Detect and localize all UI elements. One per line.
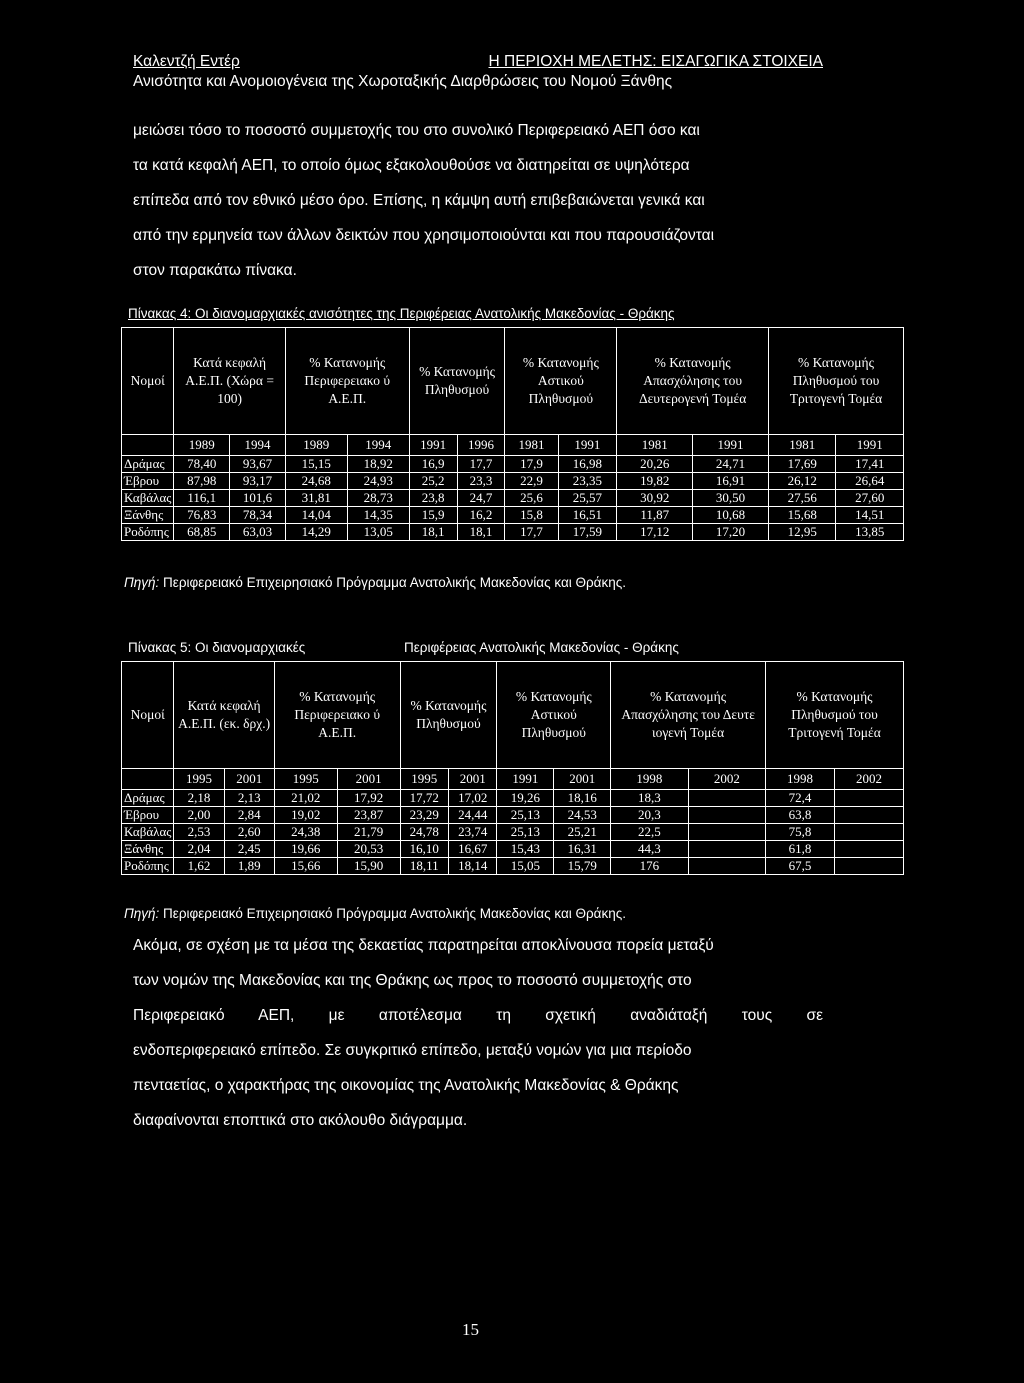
value-cell: 116,1 (174, 490, 230, 507)
value-cell: 14,35 (347, 507, 409, 524)
value-cell: 16,9 (409, 456, 457, 473)
page-number: 15 (462, 1320, 479, 1339)
source-text: Περιφερειακό Επιχειρησιακό Πρόγραμμα Ανατολικής Μακεδονίας και Θράκης. (163, 575, 627, 590)
source-text: Περιφερειακό Επιχειρησιακό Πρόγραμμα Ανατολικής Μακεδονίας και Θράκης. (163, 906, 627, 921)
value-cell: 75,8 (766, 824, 835, 841)
year-cell: 1981 (617, 435, 693, 456)
table4-year-row (122, 435, 904, 456)
value-cell: 1,89 (224, 858, 274, 875)
year-cell: 2001 (554, 769, 611, 790)
value-cell: 68,85 (174, 524, 230, 541)
table-row (122, 490, 904, 507)
header-cell: % Κατανομής Αστικού Πληθυσμού (497, 662, 611, 769)
header-cell: % Κατανομής Απασχόλησης του Δευτερογενή Τομέα (617, 328, 769, 435)
value-cell: 28,73 (347, 490, 409, 507)
value-cell: 10,68 (693, 507, 769, 524)
value-cell: 16,2 (457, 507, 505, 524)
value-cell: 2,00 (174, 807, 224, 824)
value-cell: 24,7 (457, 490, 505, 507)
prefecture-name-cell: Έβρου (122, 473, 174, 490)
value-cell: 78,40 (174, 456, 230, 473)
value-cell: 93,17 (230, 473, 286, 490)
intro-paragraph (133, 113, 823, 288)
prefecture-name-cell: Ξάνθης (122, 841, 174, 858)
value-cell: 31,81 (285, 490, 347, 507)
year-cell: 1981 (505, 435, 558, 456)
table-row (122, 807, 904, 824)
value-cell: 19,82 (617, 473, 693, 490)
year-cell: 1991 (836, 435, 904, 456)
value-cell: 17,12 (617, 524, 693, 541)
value-cell: 17,41 (836, 456, 904, 473)
value-cell: 101,6 (230, 490, 286, 507)
value-cell: 14,51 (836, 507, 904, 524)
table5 (121, 661, 904, 875)
header-cell: % Κατανομής Πληθυσμού του Τριτογενή Τομέα (768, 328, 903, 435)
outro-line: Ακόμα, σε σχέση με τα μέσα της δεκαετίας παρατηρείται αποκλίνουσα πορεία μεταξύ (133, 937, 714, 954)
value-cell: 24,78 (400, 824, 448, 841)
value-cell: 26,64 (836, 473, 904, 490)
value-cell: 22,5 (611, 824, 688, 841)
year-cell: 1989 (285, 435, 347, 456)
year-cell: 1994 (230, 435, 286, 456)
value-cell: 18,3 (611, 790, 688, 807)
year-cell: 1994 (347, 435, 409, 456)
value-cell (834, 807, 903, 824)
header-cell: % Κατανομής Αστικού Πληθυσμού (505, 328, 617, 435)
value-cell: 24,38 (274, 824, 337, 841)
value-cell: 15,79 (554, 858, 611, 875)
year-cell: 1996 (457, 435, 505, 456)
header-cell: % Κατανομής Πληθυσμού (409, 328, 505, 435)
value-cell: 21,79 (337, 824, 400, 841)
header-cell: % Κατανομής Περιφερειακο ύ Α.Ε.Π. (274, 662, 400, 769)
header-cell: % Κατανομής Απασχόλησης του Δευτε ιογενή Τομέα (611, 662, 766, 769)
header-cell: Νομοί (122, 328, 174, 435)
value-cell: 11,87 (617, 507, 693, 524)
year-cell: 1991 (409, 435, 457, 456)
year-cell (122, 435, 174, 456)
table4-header-row (122, 328, 904, 435)
value-cell (688, 858, 765, 875)
value-cell: 16,31 (554, 841, 611, 858)
prefecture-name-cell: Δράμας (122, 790, 174, 807)
table5-source (124, 906, 626, 921)
value-cell: 24,93 (347, 473, 409, 490)
header-author: Καλεντζή Εντέρ (133, 53, 240, 70)
outro-paragraph (133, 928, 823, 1138)
value-cell: 16,91 (693, 473, 769, 490)
year-cell: 1989 (174, 435, 230, 456)
intro-line: μειώσει τόσο το ποσοστό συμμετοχής του στο συνολικό Περιφερειακό ΑΕΠ όσο και (133, 122, 700, 139)
table-row (122, 473, 904, 490)
value-cell: 20,3 (611, 807, 688, 824)
value-cell: 18,11 (400, 858, 448, 875)
value-cell: 23,35 (558, 473, 617, 490)
value-cell: 12,95 (768, 524, 835, 541)
value-cell: 72,4 (766, 790, 835, 807)
header-cell: % Κατανομής Πληθυσμού (400, 662, 497, 769)
table-row (122, 507, 904, 524)
table4-source (124, 575, 626, 590)
value-cell: 23,3 (457, 473, 505, 490)
year-cell: 2001 (224, 769, 274, 790)
outro-line: πενταετίας, ο χαρακτήρας της οικονομίας της Ανατολικής Μακεδονίας & Θράκης (133, 1077, 679, 1094)
value-cell: 67,5 (766, 858, 835, 875)
value-cell: 17,7 (457, 456, 505, 473)
year-cell (122, 769, 174, 790)
value-cell: 21,02 (274, 790, 337, 807)
value-cell: 15,15 (285, 456, 347, 473)
value-cell: 176 (611, 858, 688, 875)
value-cell: 14,04 (285, 507, 347, 524)
value-cell: 17,92 (337, 790, 400, 807)
outro-line: Περιφερειακό ΑΕΠ, με αποτέλεσμα τη σχετική αναδιάταξή τους σε (133, 1007, 823, 1024)
header-cell: Κατά κεφαλή Α.Ε.Π. (εκ. δρχ.) (174, 662, 274, 769)
value-cell: 13,05 (347, 524, 409, 541)
table4 (121, 327, 904, 541)
value-cell: 15,8 (505, 507, 558, 524)
table4-caption: Πίνακας 4: Οι διανομαρχιακές ανισότητες της Περιφέρειας Ανατολικής Μακεδονίας - Θράκης (128, 306, 675, 321)
year-cell: 1991 (497, 769, 554, 790)
value-cell: 1,62 (174, 858, 224, 875)
year-cell: 1998 (766, 769, 835, 790)
value-cell: 17,9 (505, 456, 558, 473)
value-cell: 20,53 (337, 841, 400, 858)
value-cell (688, 841, 765, 858)
table-row (122, 858, 904, 875)
year-cell: 1981 (768, 435, 835, 456)
header-subtitle: Ανισότητα και Ανομοιογένεια της Χωροταξικής Διαρθρώσεις του Νομού Ξάνθης (133, 73, 673, 90)
value-cell: 63,03 (230, 524, 286, 541)
value-cell: 18,92 (347, 456, 409, 473)
prefecture-name-cell: Έβρου (122, 807, 174, 824)
value-cell: 17,20 (693, 524, 769, 541)
value-cell: 18,14 (448, 858, 496, 875)
value-cell: 25,57 (558, 490, 617, 507)
intro-line: από την ερμηνεία των άλλων δεικτών που χρησιμοποιούνται και που παρουσιάζονται (133, 227, 715, 244)
value-cell: 16,10 (400, 841, 448, 858)
value-cell: 15,68 (768, 507, 835, 524)
year-cell: 2002 (834, 769, 903, 790)
year-cell: 1991 (558, 435, 617, 456)
value-cell: 2,18 (174, 790, 224, 807)
value-cell: 17,7 (505, 524, 558, 541)
value-cell: 30,50 (693, 490, 769, 507)
value-cell: 2,60 (224, 824, 274, 841)
value-cell (688, 807, 765, 824)
value-cell: 19,26 (497, 790, 554, 807)
value-cell: 15,66 (274, 858, 337, 875)
value-cell (688, 824, 765, 841)
outro-line: των νομών της Μακεδονίας και της Θράκης ως προς το ποσοστό συμμετοχής στο (133, 972, 692, 989)
value-cell: 26,12 (768, 473, 835, 490)
header-section: Η ΠΕΡΙΟΧΗ ΜΕΛΕΤΗΣ: ΕΙΣΑΓΩΓΙΚΑ ΣΤΟΙΧΕΙΑ (488, 53, 823, 70)
value-cell: 17,02 (448, 790, 496, 807)
value-cell: 76,83 (174, 507, 230, 524)
source-label: Πηγή: (124, 906, 160, 921)
value-cell: 25,21 (554, 824, 611, 841)
header-cell: % Κατανομής Πληθυσμού του Τριτογενή Τομέα (766, 662, 904, 769)
table5-caption-left: Πίνακας 5: Οι διανομαρχιακές (128, 640, 306, 655)
value-cell: 18,1 (457, 524, 505, 541)
value-cell (834, 858, 903, 875)
table5-header-row (122, 662, 904, 769)
value-cell: 78,34 (230, 507, 286, 524)
table-row (122, 790, 904, 807)
prefecture-name-cell: Ξάνθης (122, 507, 174, 524)
value-cell (688, 790, 765, 807)
table-row (122, 524, 904, 541)
value-cell: 2,04 (174, 841, 224, 858)
value-cell: 15,43 (497, 841, 554, 858)
value-cell (834, 841, 903, 858)
year-cell: 2001 (448, 769, 496, 790)
table-row (122, 824, 904, 841)
year-cell: 1995 (274, 769, 337, 790)
year-cell: 2001 (337, 769, 400, 790)
table-row (122, 456, 904, 473)
outro-line: ενδοπεριφερειακό επίπεδο. Σε συγκριτικό επίπεδο, μεταξύ νομών για μια περίοδο (133, 1042, 692, 1059)
intro-line: επίπεδα από τον εθνικό μέσο όρο. Επίσης, η κάμψη αυτή επιβεβαιώνεται γενικά και (133, 192, 705, 209)
value-cell: 18,16 (554, 790, 611, 807)
value-cell: 23,29 (400, 807, 448, 824)
value-cell: 19,66 (274, 841, 337, 858)
value-cell: 15,9 (409, 507, 457, 524)
value-cell: 24,53 (554, 807, 611, 824)
value-cell: 27,56 (768, 490, 835, 507)
value-cell: 17,59 (558, 524, 617, 541)
header-cell: Νομοί (122, 662, 174, 769)
value-cell: 16,98 (558, 456, 617, 473)
intro-line: στον παρακάτω πίνακα. (133, 262, 297, 279)
outro-line: διαφαίνονται εποπτικά στο ακόλουθο διάγραμμα. (133, 1112, 468, 1129)
value-cell (834, 824, 903, 841)
header-cell: Κατά κεφαλή Α.Ε.Π. (Χώρα = 100) (174, 328, 285, 435)
year-cell: 1998 (611, 769, 688, 790)
value-cell: 27,60 (836, 490, 904, 507)
value-cell: 22,9 (505, 473, 558, 490)
value-cell: 30,92 (617, 490, 693, 507)
prefecture-name-cell: Δράμας (122, 456, 174, 473)
value-cell: 19,02 (274, 807, 337, 824)
prefecture-name-cell: Καβάλας (122, 824, 174, 841)
value-cell: 2,84 (224, 807, 274, 824)
value-cell: 63,8 (766, 807, 835, 824)
value-cell: 25,13 (497, 807, 554, 824)
source-label: Πηγή: (124, 575, 160, 590)
value-cell: 24,68 (285, 473, 347, 490)
value-cell: 23,87 (337, 807, 400, 824)
value-cell: 16,51 (558, 507, 617, 524)
page-header (133, 52, 823, 92)
year-cell: 2002 (688, 769, 765, 790)
table5-year-row (122, 769, 904, 790)
prefecture-name-cell: Καβάλας (122, 490, 174, 507)
value-cell (834, 790, 903, 807)
value-cell: 25,6 (505, 490, 558, 507)
value-cell: 87,98 (174, 473, 230, 490)
value-cell: 15,05 (497, 858, 554, 875)
value-cell: 44,3 (611, 841, 688, 858)
header-cell: % Κατανομής Περιφερειακο ύ Α.Ε.Π. (285, 328, 409, 435)
value-cell: 23,74 (448, 824, 496, 841)
value-cell: 17,69 (768, 456, 835, 473)
value-cell: 15,90 (337, 858, 400, 875)
year-cell: 1995 (174, 769, 224, 790)
prefecture-name-cell: Ροδόπης (122, 858, 174, 875)
value-cell: 2,53 (174, 824, 224, 841)
value-cell: 16,67 (448, 841, 496, 858)
year-cell: 1991 (693, 435, 769, 456)
value-cell: 24,71 (693, 456, 769, 473)
value-cell: 13,85 (836, 524, 904, 541)
value-cell: 14,29 (285, 524, 347, 541)
intro-line: τα κατά κεφαλή ΑΕΠ, το οποίο όμως εξακολουθούσε να διατηρείται σε υψηλότερα (133, 157, 690, 174)
year-cell: 1995 (400, 769, 448, 790)
value-cell: 23,8 (409, 490, 457, 507)
value-cell: 20,26 (617, 456, 693, 473)
value-cell: 17,72 (400, 790, 448, 807)
value-cell: 25,13 (497, 824, 554, 841)
value-cell: 2,45 (224, 841, 274, 858)
value-cell: 2,13 (224, 790, 274, 807)
table5-caption-right: Περιφέρειας Ανατολικής Μακεδονίας - Θράκης (404, 640, 679, 655)
prefecture-name-cell: Ροδόπης (122, 524, 174, 541)
value-cell: 18,1 (409, 524, 457, 541)
value-cell: 24,44 (448, 807, 496, 824)
table-row (122, 841, 904, 858)
value-cell: 61,8 (766, 841, 835, 858)
value-cell: 25,2 (409, 473, 457, 490)
value-cell: 93,67 (230, 456, 286, 473)
